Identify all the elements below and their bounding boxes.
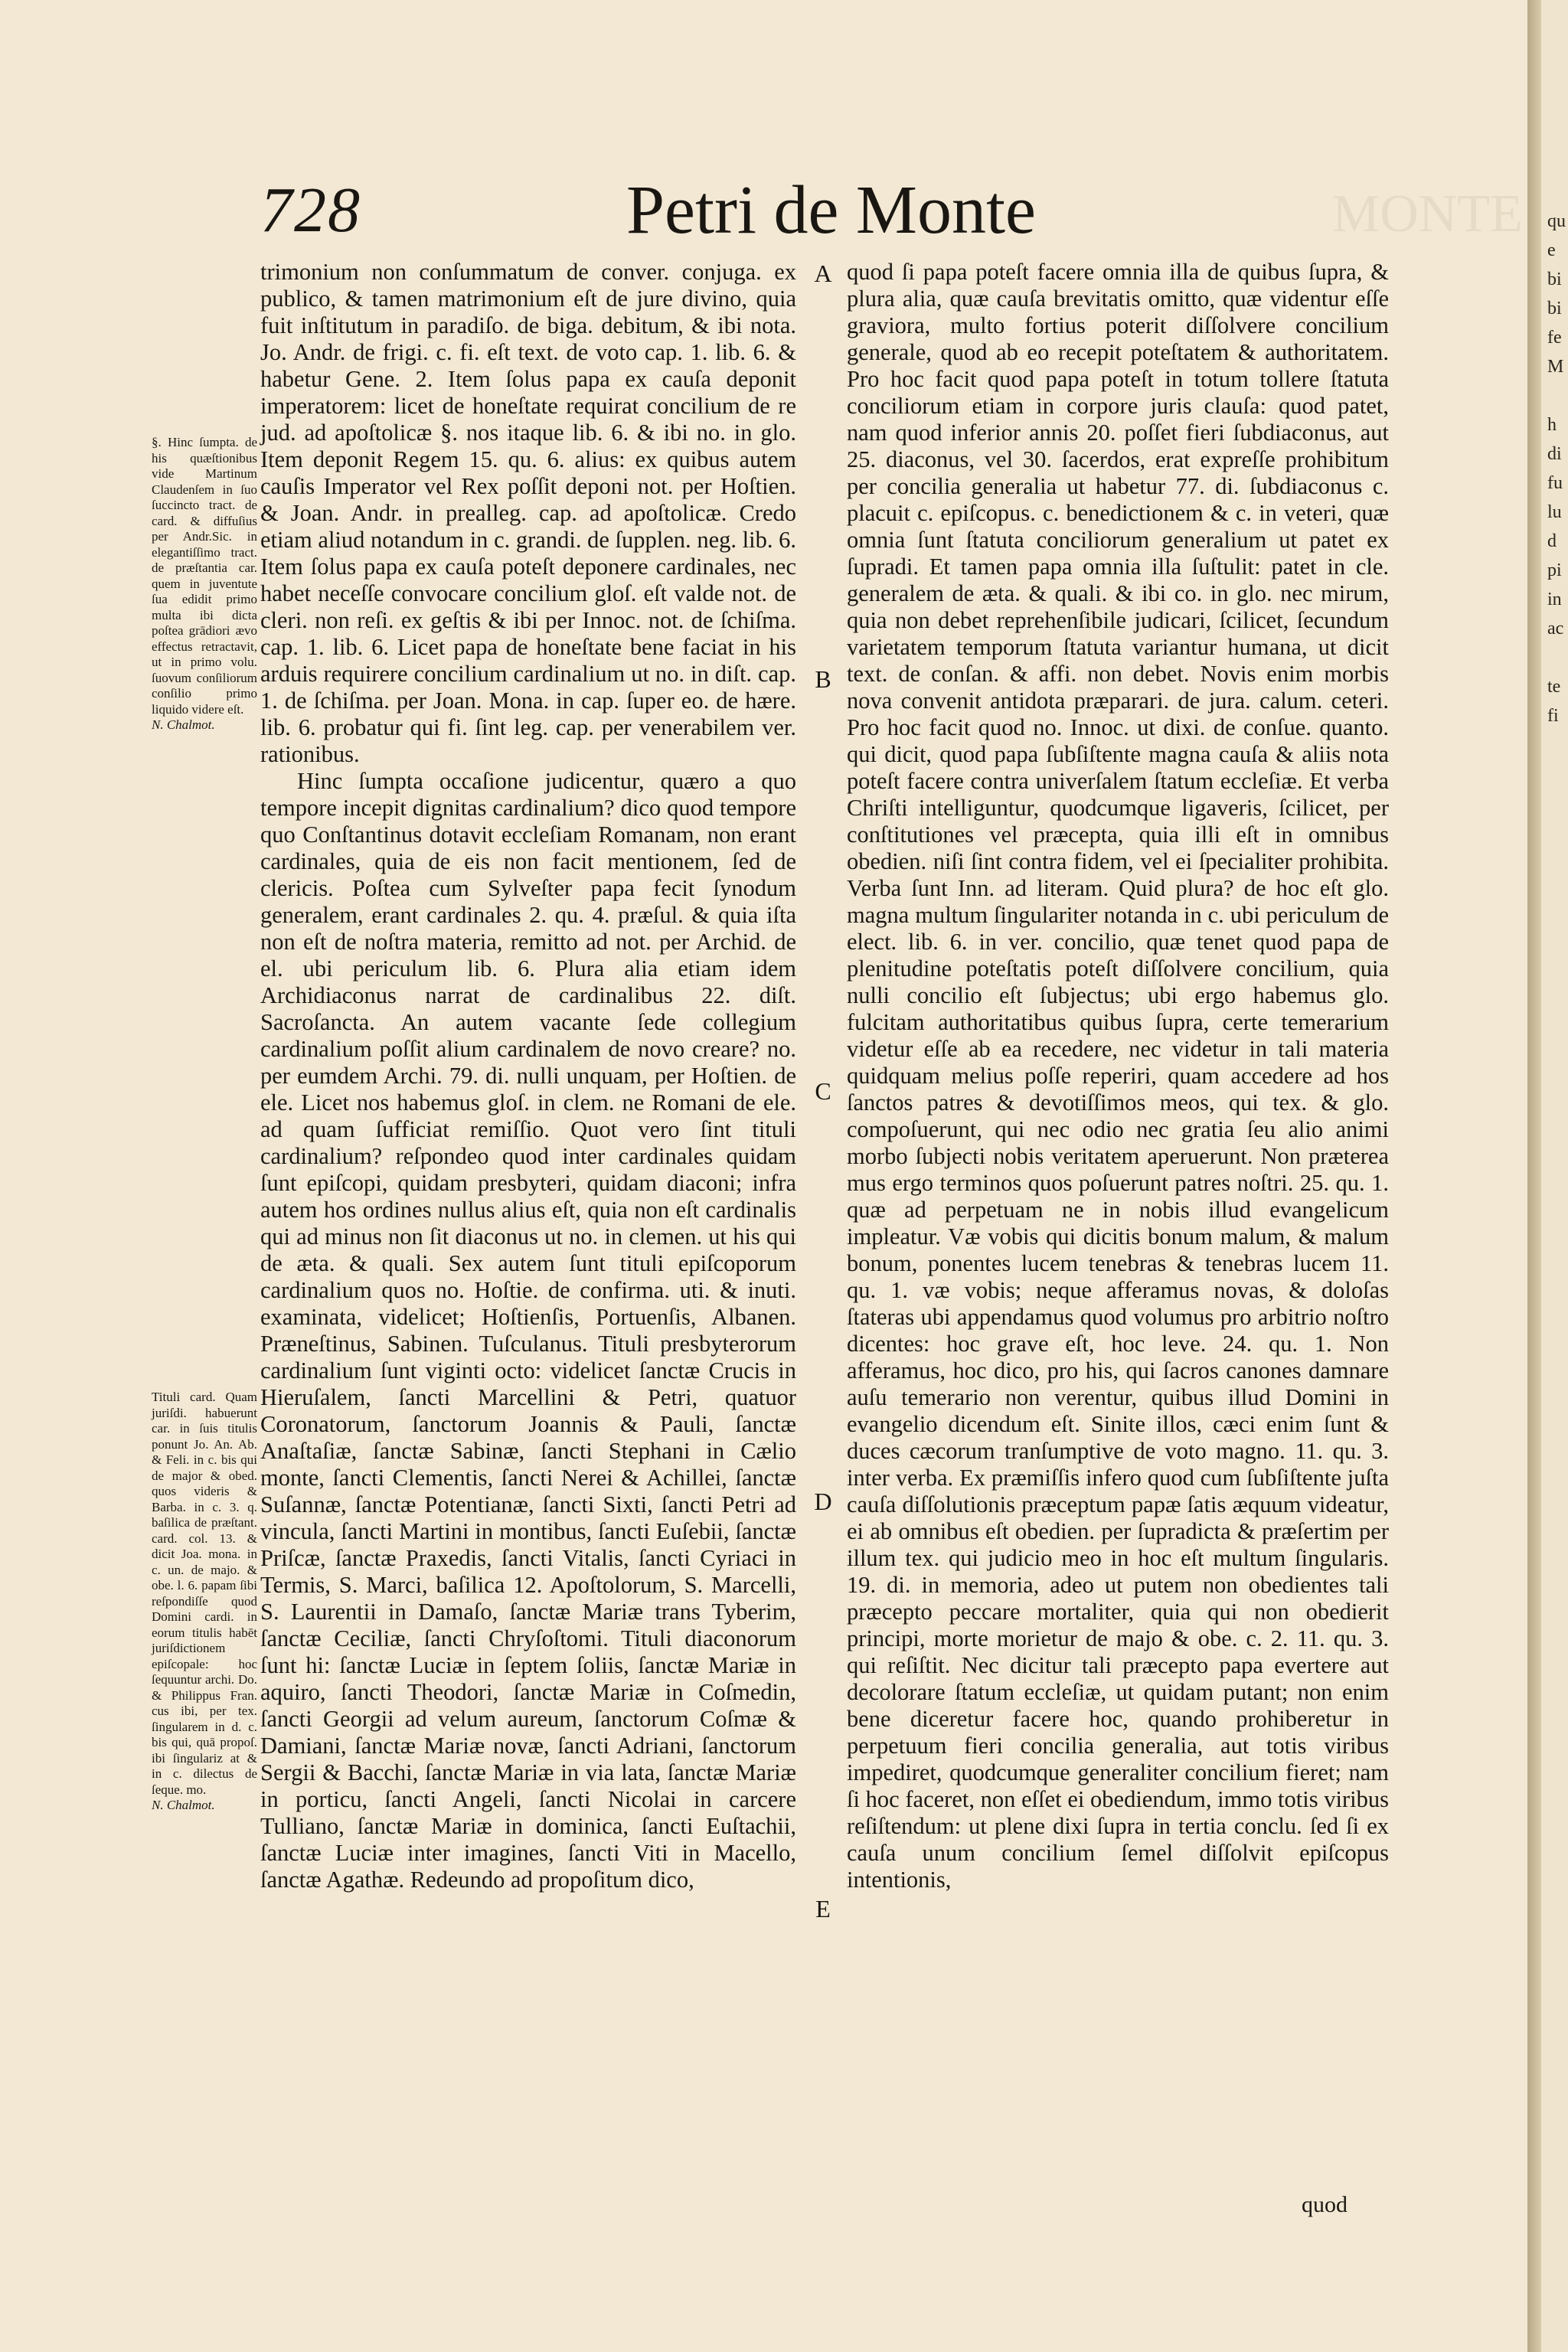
section-marker-d: D bbox=[814, 1488, 832, 1515]
adjacent-page-edge bbox=[1541, 0, 1568, 2352]
page-number: 728 bbox=[260, 175, 361, 246]
show-through-title: MONTE bbox=[1332, 185, 1523, 243]
section-marker-b: B bbox=[815, 665, 831, 693]
paragraph: trimonium non conſummatum de conver. conjuga. ex publico, & tamen matrimonium eſt de jure divino, quia fuit inſtitutum in paradiſo. de biga. debitum, & ibi nota. Jo. Andr. de frigi. c. fi. eſt text. de voto cap. 1. lib. 6. & habetur Gene. 2. Item ſolus papa ex cauſa deponit imperatorem: licet de honeſtate requirat concilium de re jud. ad apoſtolicæ §. nos itaque lib. 6. & ibi no. in glo. Item deponit Regem 15. qu. 6. alius: ex quibus autem cauſis Imperator vel Rex poſſit deponi not. per Hoſtien. & Joan. Andr. in prealleg. cap. ad apoſtolicæ. Credo etiam aliud notandum in c. grandi. de ſupplen. neg. lib. 6. Item ſolus papa ex cauſa poteſt deponere cardinales, nec habet neceſſe convocare concilium gloſ. eſt valde not. de cleri. non reſi. ex geſtis & ibi per Innoc. not. de ſchiſma. cap. 1. lib. 6. Licet papa de honeſtate bene faciat in his arduis requirere concilium cardinalium ut no. in diſt. cap. 1. de ſchiſma. per Joan. Mona. in cap. ſuper eo. de hære. lib. 6. probatur qui fi. ſint leg. cap. per venerabilem ver. rationibus. bbox=[260, 259, 796, 767]
section-marker-a: A bbox=[814, 260, 832, 287]
margin-note-signature: N. Chalmot. bbox=[152, 717, 215, 732]
adjacent-page-text: qu e bi bi fe M h di fu lu d pi in ac te fi bbox=[1547, 211, 1566, 726]
margin-note-text: §. Hinc ſumpta. de his quæſtionibus vide Martinum Claudenſem in ſuo ſuccincto tract. de card. & diffuſius per Andr.Sic. in elegantiſſimo tract. de præſtantia car. quem in juventute ſua edidit primo multa ibi dicta poſtea grādiori ævo effectus retractavit, ut in primo volu. ſuovum conſiliorum conſilio primo liquido videre eſt. bbox=[152, 435, 257, 717]
running-title: Petri de Monte bbox=[626, 172, 1036, 248]
left-text-column bbox=[260, 259, 796, 1893]
page-header bbox=[260, 172, 1523, 256]
margin-note-hinc-sumpta bbox=[152, 435, 257, 733]
margin-note-tituli-card bbox=[152, 1390, 257, 1814]
margin-note-text: Tituli card. Quam juriſdi. habuerunt car. in ſuis titulis ponunt Jo. An. Ab. & Feli. in c. bis qui de major & obed. quos videris & Barba. in c. 3. q. baſilica de præſtant. card. col. 13. & dicit Joa. mona. in c. un. de majo. & obe. l. 6. papam ſibi reſpondiſſe quod Domini cardi. in eorum titulis habēt juriſdictionem epiſcopale: hoc ſequuntur archi. Do. & Philippus Fran. cus ibi, per tex. ſingularem in d. c. bis qui, quā propoſ. ibi ſingulariz at & in c. dilectus de ſeque. mo. bbox=[152, 1390, 257, 1797]
section-marker-c: C bbox=[815, 1077, 831, 1105]
paragraph: quod ſi papa poteſt facere omnia illa de quibus ſupra, & plura alia, quæ cauſa brevitatis omitto, quæ videntur eſſe graviora, multo fortius poterit diſſolvere concilium generale, quod ab eo recepit poteſtatem & authoritatem. Pro hoc facit quod papa poteſt in totum tollere ſtatuta conciliorum etiam in corpore juris clauſa: quod patet, nam quod inferior annis 20. poſſet fieri ſubdiaconus, aut 25. diaconus, vel 30. ſacerdos, erat expreſſe prohibitum per concilia generalia ut habetur 77. di. ſubdiaconus c. placuit c. epiſcopus. c. benedictionem & c. in veteri, quæ omnia ſunt ſtatuta conciliorum generalium ut patet ex ſupradi. Et tamen papa omnia illa ſuſtulit: patet in cle. generalem de æta. & quali. & ibi co. in glo. nec mirum, quia non debet reprehenſibile judicari, ſcilicet, ſecundum varietatem temporum ſtatuta variantur humana, ut dicit text. de conſan. & affi. non debet. Novis enim morbis nova convenit antidota præparari. de jura. calum. ceteri. Pro hoc facit quod no. Innoc. ut dixi. de conſue. quanto. qui dicit, quod papa ſubſiſtente magna cauſa & aliis nota poteſt facere contra univerſalem ſtatum eccleſiæ. Et verba Chriſti intelliguntur, quodcumque ligaveris, ſcilicet, per conſtitutiones vel præcepta, quia illi eſt in omnibus obedien. niſi ſint contra fidem, vel ei ſpecialiter prohibita. Verba ſunt Inn. ad literam. Quid plura? de hoc eſt glo. magna multum ſingulariter notanda in c. ubi periculum de elect. lib. 6. in ver. concilio, quæ tenet quod papa de plenitudine poteſtatis poteſt diſſolvere concilium, quia nulli concilio eſt ſubjectus; ubi ergo habemus glo. fulcitam authoritatibus quibus ſupra, certe temerarium videtur eſſe ab ea recedere, nec videtur in tali materia quidquam melius poſſe reperiri, quam accedere ad hos ſanctos patres & devotiſſimos meos, qui tex. & glo. compoſuerunt, qui nec odio nec gratia ſeu alio animi morbo ſubjecti nobis veritatem aperuerunt. Non præterea mus ergo terminos quos poſuerunt patres noſtri. 25. qu. 1. quæ ad perpetuam ne in nobis illud evangelicum impleatur. Væ vobis qui dicitis bonum malum, & malum bonum, ponentes lucem tenebras & tenebras lucem 11. qu. 1. væ vobis; neque afferamus novas, & doloſas ſtateras ubi appendamus quod volumus pro arbitrio noſtro dicentes: hoc grave eſt, hoc leve. 24. qu. 1. Non afferamus, hoc dico, pro his, qui ſacros canones damnare auſu temerario non verentur, quibus illud Domini in evangelio dicendum eſt. Sinite illos, cæci enim ſunt & duces cæcorum tranſumptive de voto magno. 11. qu. 3. inter verba. Ex præmiſſis infero quod cum ſubſiſtente juſta cauſa diſſolutionis præceptum papæ ſatis æquum videatur, ei ab omnibus eſt obedien. per ſupradicta & præſertim per illum tex. qui judicio meo in hoc eſt multum ſingularis. 19. di. in memoria, adeo ut putem non obedientes tali præcepto peccare mortaliter, quia qui non obedierit principi, morte morietur de majo & obe. c. 2. 11. qu. 3. qui reſiſtit. Nec dicitur tali præcepto papa evertere aut decolorare ſtatum eccleſiæ, ut quidam putant; non enim bene diceretur facere hoc, quando prohiberetur in perpetuum fieri concilia generalia, aut totis viribus impediret, quodcumque generaliter concilium fieret; nam ſi hoc faceret, non eſſet ei obediendum, immo totis viribus reſiſtendum: ut plene dixi ſupra in tertia conclu. ſed ſi ex cauſa unum concilium ſemel diſſolvit epiſcopus intentionis, bbox=[847, 259, 1389, 1893]
paragraph: Hinc ſumpta occaſione judicentur, quæro a quo tempore incepit dignitas cardinalium? dico quod tempore quo Conſtantinus dotavit eccleſiam Romanam, non erant cardinales, quia de eis non facit mentionem, ſed de clericis. Poſtea cum Sylveſter papa fecit ſynodum generalem, erant cardinales 2. qu. 4. præſul. & quia iſta non eſt de noſtra materia, remitto ad not. per Archid. de el. ubi periculum lib. 6. Plura alia etiam idem Archidiaconus narrat de cardinalibus 22. diſt. Sacroſancta. An autem vacante ſede collegium cardinalium poſſit alium cardinalem de novo creare? no. per eumdem Archi. 79. di. nulli unquam, per Hoſtien. de ele. Licet nos habemus gloſ. in clem. ne Romani de ele. ad quam ſufficiat remiſſio. Quot vero ſint tituli cardinalium? reſpondeo quod inter cardinales quidam ſunt epiſcopi, quidam presbyteri, quidam diaconi; infra autem hos ordines nullus alius eſt, quia non eſt cardinalis qui ad minus non ſit diaconus ut no. in clemen. ut his qui de æta. & quali. Sex autem ſunt tituli epiſcoporum cardinalium quos no. Hoſtie. de confirma. uti. & inuti. examinata, videlicet; Hoſtienſis, Portuenſis, Albanen. Præneſtinus, Sabinen. Tuſculanus. Tituli presbyterorum cardinalium ſunt viginti octo: videlicet ſanctæ Crucis in Hieruſalem, ſancti Marcellini & Petri, quatuor Coronatorum, ſanctorum Joannis & Pauli, ſanctæ Anaſtaſiæ, ſanctæ Sabinæ, ſancti Stephani in Cælio monte, ſancti Clementis, ſancti Nerei & Achillei, ſanctæ Suſannæ, ſanctæ Potentianæ, ſancti Sixti, ſancti Petri ad vincula, ſancti Martini in montibus, ſancti Euſebii, ſanctæ Priſcæ, ſanctæ Praxedis, ſancti Vitalis, ſancti Cyriaci in Termis, S. Marci, baſilica 12. Apoſtolorum, S. Marcelli, S. Laurentii in Damaſo, ſanctæ Mariæ trans Tyberim, ſanctæ Ceciliæ, ſancti Chryſoſtomi. Tituli diaconorum ſunt hi: ſanctæ Luciæ in ſeptem ſoliis, ſanctæ Mariæ in aquiro, ſancti Theodori, ſanctæ Mariæ in Coſmedin, ſancti Georgii ad velum aureum, ſanctorum Coſmæ & Damiani, ſanctæ Mariæ novæ, ſancti Adriani, ſanctorum Sergii & Bacchi, ſanctæ Mariæ in via lata, ſanctæ Mariæ in porticu, ſancti Angeli, ſancti Nicolai in carcere Tulliano, ſanctæ Mariæ in dominica, ſancti Euſtachii, ſanctæ Luciæ inter imagines, ſancti Viti in Macello, ſanctæ Agathæ. Redeundo ad propoſitum dico, bbox=[260, 768, 796, 1893]
section-marker-e: E bbox=[815, 1895, 831, 1922]
margin-note-signature: N. Chalmot. bbox=[152, 1798, 215, 1812]
right-text-column bbox=[847, 259, 1389, 1893]
book-gutter bbox=[1527, 0, 1541, 2352]
catchword: quod bbox=[1302, 2192, 1348, 2217]
